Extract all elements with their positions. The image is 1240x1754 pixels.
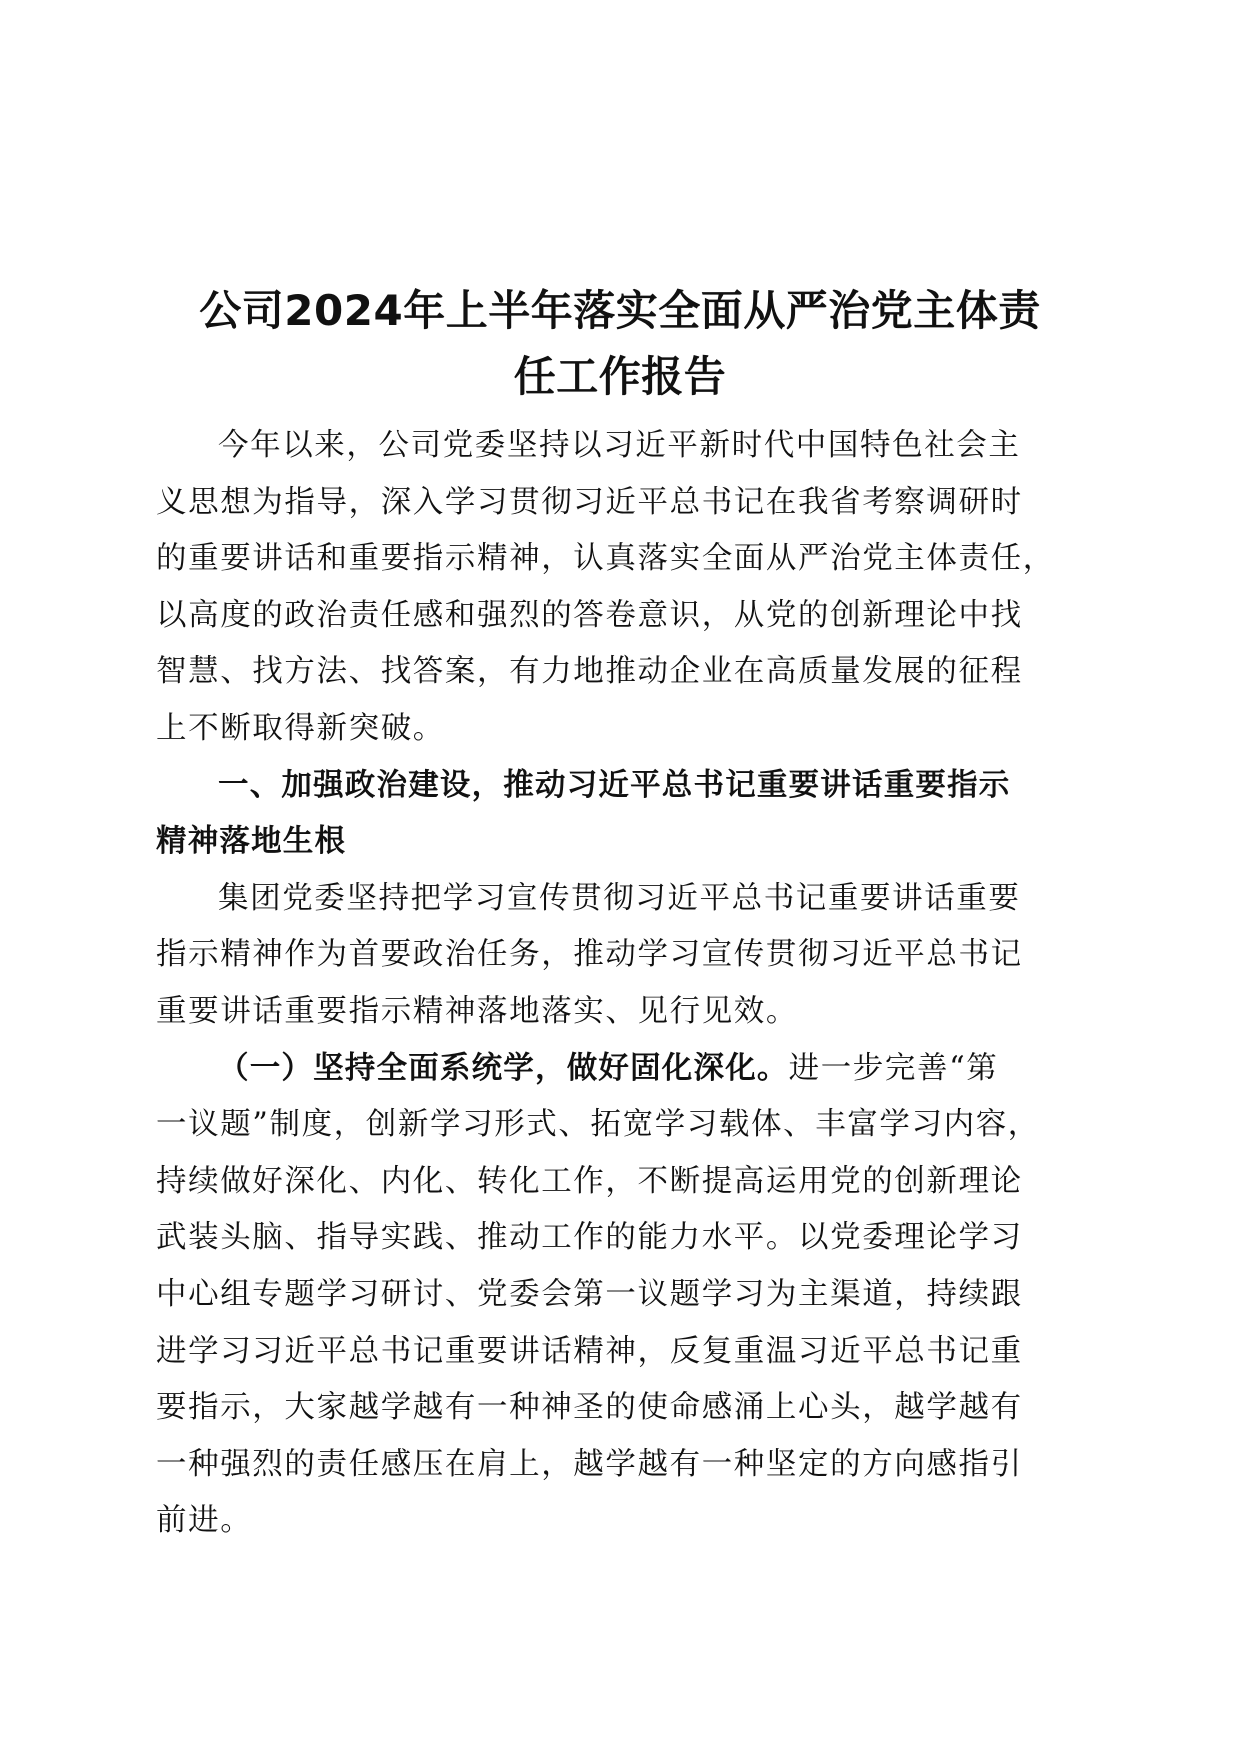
paragraph-line: 以高度的政治责任感和强烈的答卷意识，从党的创新理论中找: [156, 597, 1023, 633]
intro-paragraph: [156, 418, 1061, 758]
paragraph-line: 义思想为指导，深入学习贯彻习近平总书记在我省考察调研时: [156, 484, 1023, 520]
heading-line: 一、加强政治建设，推动习近平总书记重要讲话重要指示: [218, 767, 1011, 803]
subsection-lead-text: 进一步完善“第: [788, 1050, 999, 1086]
subsection-first-line: [156, 1041, 1061, 1098]
paragraph-line: 中心组专题学习研讨、党委会第一议题学习为主渠道，持续跟: [156, 1276, 1023, 1312]
paragraph-line: 持续做好深化、内化、转化工作，不断提高运用党的创新理论: [156, 1163, 1023, 1199]
section-heading: [156, 758, 1061, 871]
paragraph-line: 武装头脑、指导实践、推动工作的能力水平。以党委理论学习: [156, 1220, 1023, 1256]
paragraph-line: 要指示，大家越学越有一种神圣的使命感涌上心头，越学越有: [156, 1390, 1023, 1426]
paragraph-line: 今年以来，公司党委坚持以习近平新时代中国特色社会主: [218, 428, 1021, 463]
heading-line: 精神落地生根: [156, 824, 347, 860]
document-title: [150, 278, 1090, 410]
paragraph-line: 指示精神作为首要政治任务，推动学习宣传贯彻习近平总书记: [156, 937, 1023, 973]
title-line: 任工作报告: [513, 352, 727, 401]
paragraph-line: 一种强烈的责任感压在肩上，越学越有一种坚定的方向感指引: [156, 1446, 1023, 1482]
title-line: 公司2024年上半年落实全面从严治党主体责: [199, 286, 1041, 335]
paragraph-line: 一议题”制度，创新学习形式、拓宽学习载体、丰富学习内容，: [156, 1107, 1040, 1143]
subsection-paragraph: [156, 1041, 1061, 1550]
paragraph-line: 的重要讲话和重要指示精神，认真落实全面从严治党主体责任，: [156, 541, 1055, 577]
subsection-heading: （一）坚持全面系统学，做好固化深化。: [218, 1050, 789, 1086]
paragraph-line: 上不断取得新突破。: [156, 710, 445, 746]
section-paragraph: [156, 871, 1061, 1041]
paragraph-line: 前进。: [156, 1503, 253, 1539]
paragraph-line: 进学习习近平总书记重要讲话精神，反复重温习近平总书记重: [156, 1333, 1023, 1369]
paragraph-line: 集团党委坚持把学习宣传贯彻习近平总书记重要讲话重要: [218, 880, 1021, 916]
paragraph-line: 重要讲话重要指示精神落地落实、见行见效。: [156, 993, 798, 1029]
document-body: [156, 418, 1061, 1550]
paragraph-line: 智慧、找方法、找答案，有力地推动企业在高质量发展的征程: [156, 654, 1023, 690]
